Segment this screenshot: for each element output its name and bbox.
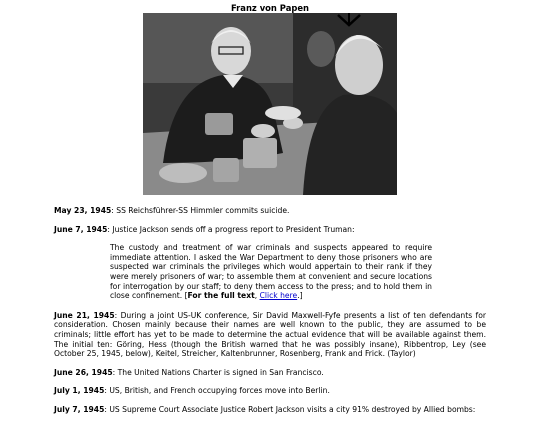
quote-text: The custody and treatment of war criminals and suspects appeared to require immediate attention. I asked the War Department to deny those prisoners who are suspected war criminals the privileges which would appertain to their rank if they were merely prisoners of war; to assemble them at convenient and secure locations for interrogation by our staff; to deny them access to the press; and to hold them in close confinement. <box>110 243 432 301</box>
timeline-content <box>54 206 486 424</box>
timeline-entry <box>54 405 486 415</box>
photo-image <box>143 13 397 195</box>
entry-date: May 23, 1945 <box>54 206 112 215</box>
timeline-entry <box>54 386 486 396</box>
historical-photo <box>143 13 397 195</box>
entry-date: June 21, 1945 <box>54 310 115 320</box>
timeline-entry <box>54 368 486 378</box>
quote-bracket-close: .] <box>297 291 303 301</box>
timeline-entry <box>54 225 486 235</box>
entry-text: : The United Nations Charter is signed in San Francisco. <box>112 367 324 377</box>
entry-date: July 1, 1945 <box>54 386 105 396</box>
entry-date: June 26, 1945 <box>54 367 113 377</box>
report-quote <box>110 243 432 301</box>
entry-text: : US Supreme Court Associate Justice Robert Jackson visits a city 91% destroyed by Allied bombs: <box>104 404 476 414</box>
entry-text: : US, British, and French occupying forces move into Berlin. <box>104 386 330 396</box>
timeline-entry <box>54 311 486 359</box>
quote-bracket-open: [ <box>182 291 188 301</box>
click-here-link[interactable]: Click here <box>259 291 298 301</box>
photo-caption: Franz von Papen <box>230 3 309 13</box>
timeline-entry <box>54 206 486 216</box>
entry-text: : During a joint US-UK conference, Sir David Maxwell-Fyfe presents a list of ten defendants for consideration. Chosen mainly because their names are well known to the public, they are assumed to be criminals; little effort has yet to be made to determine the actual evidence that will be available against them. The initial ten: Göring, Hess (though the British warned that he was possibly insane), Ribbentrop, Ley (see October 25, 1945, below), Keitel, Streicher, Kaltenbrunner, Rosenberg, Frank and Frick. (Taylor) <box>54 310 486 359</box>
entry-date: June 7, 1945 <box>54 224 108 234</box>
entry-date: July 7, 1945 <box>54 404 105 414</box>
quote-comma: , <box>254 291 260 301</box>
entry-text: : Justice Jackson sends off a progress report to President Truman: <box>107 224 355 234</box>
entry-text: : SS Reichsführer-SS Himmler commits suicide. <box>111 206 290 215</box>
full-text-label: For the full text <box>187 291 255 301</box>
